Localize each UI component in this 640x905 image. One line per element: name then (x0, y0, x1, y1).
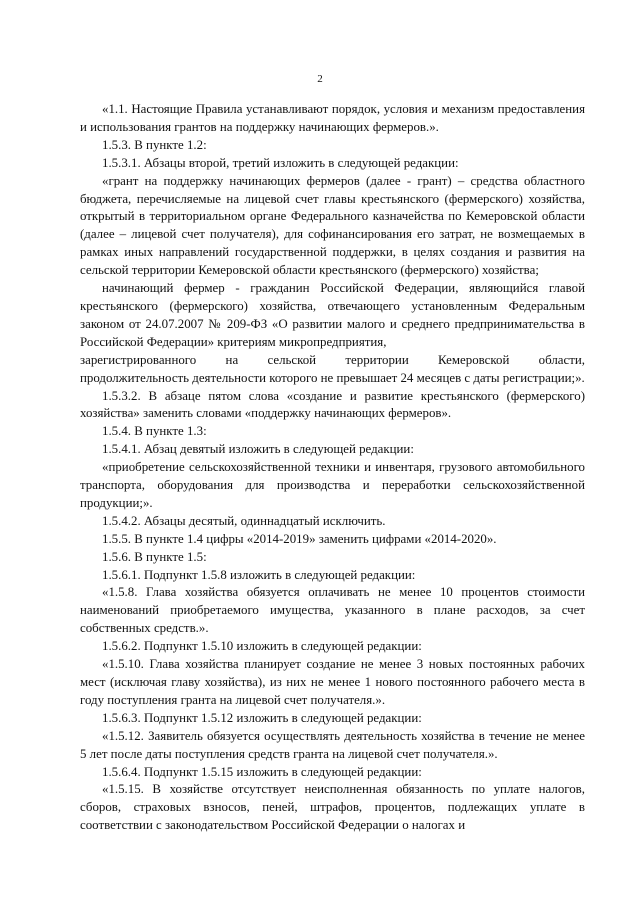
paragraph: 1.5.6.2. Подпункт 1.5.10 изложить в следующей редакции: (102, 639, 422, 654)
paragraph: 1.5.6.3. Подпункт 1.5.12 изложить в следующей редакции: (102, 710, 422, 725)
document-body (80, 101, 585, 835)
paragraph: продолжительность деятельности которого не превышает 24 месяцев с даты регистрации;». (80, 370, 585, 385)
page-number: 2 (317, 73, 323, 85)
paragraph: «1.1. Настоящие Правила устанавливают порядок, условия и механизм предоставления и использования грантов на поддержку начинающих фермеров.». (80, 102, 585, 134)
paragraph: 1.5.4.1. Абзац девятый изложить в следующей редакции: (102, 442, 414, 457)
paragraph: «1.5.15. В хозяйстве отсутствует неисполненная обязанность по уплате налогов, сборов, страховых взносов, пеней, штрафов, процентов, подлежащих уплате в соответствии с законодательством Российской Федерации о налогах и (80, 782, 585, 833)
paragraph: 1.5.6. В пункте 1.5: (102, 549, 207, 564)
paragraph: 1.5.3. В пункте 1.2: (102, 137, 207, 152)
paragraph: начинающий фермер - гражданин Российской Федерации, являющийся главой крестьянского (фермерского) хозяйства, отвечающего установленным Федеральным законом от 24.07.2007 № 209-ФЗ «О развитии малого и среднего предпринимательства в Российской Федерации» критериям микропредприятия, (80, 281, 585, 349)
paragraph: 1.5.4.2. Абзацы десятый, одиннадцатый исключить. (102, 513, 386, 528)
paragraph: «приобретение сельскохозяйственной техники и инвентаря, грузового автомобильного транспорта, оборудования для производства и переработки сельскохозяйственной продукции;». (80, 460, 585, 510)
paragraph: «1.5.8. Глава хозяйства обязуется оплачивать не менее 10 процентов стоимости наименований приобретаемого имущества, указанного в плане расходов, за счет собственных средств.». (80, 585, 585, 636)
paragraph: «1.5.10. Глава хозяйства планирует создание не менее 3 новых постоянных рабочих мест (исключая главу хозяйства), из них не менее 1 нового постоянного рабочего места в году поступления гранта на лицевой счет получателя.». (80, 657, 585, 707)
paragraph: 1.5.6.4. Подпункт 1.5.15 изложить в следующей редакции: (102, 764, 422, 779)
paragraph: 1.5.5. В пункте 1.4 цифры «2014-2019» заменить цифрами «2014-2020». (102, 531, 497, 546)
paragraph: 1.5.3.2. В абзаце пятом слова «создание и развитие крестьянского (фермерского) хозяйства» заменить словами «поддержку начинающих фермеров». (80, 388, 585, 421)
paragraph: 1.5.6.1. Подпункт 1.5.8 изложить в следующей редакции: (102, 567, 416, 582)
paragraph: «грант на поддержку начинающих фермеров (далее - грант) – средства областного бюджета, перечисляемые на лицевой счет главы крестьянского (фермерского) хозяйства, открытый в территориальном органе Федерального казначейства по Кемеровской области (далее – лицевой счет получателя), для софинансирования его затрат, не возмещаемых в рамках иных направлений государственной поддержки, в целях создания и развития на сельской территории Кемеровской области крестьянского (фермерского) хозяйства; (80, 173, 585, 278)
paragraph-line: зарегистрированного на сельской территории Кемеровской области, (80, 352, 585, 367)
paragraph: «1.5.12. Заявитель обязуется осуществлять деятельность хозяйства в течение не менее 5 лет после даты поступления средств гранта на лицевой счет получателя.». (80, 728, 585, 761)
paragraph: 1.5.4. В пункте 1.3: (102, 424, 207, 439)
paragraph: 1.5.3.1. Абзацы второй, третий изложить в следующей редакции: (102, 155, 459, 170)
